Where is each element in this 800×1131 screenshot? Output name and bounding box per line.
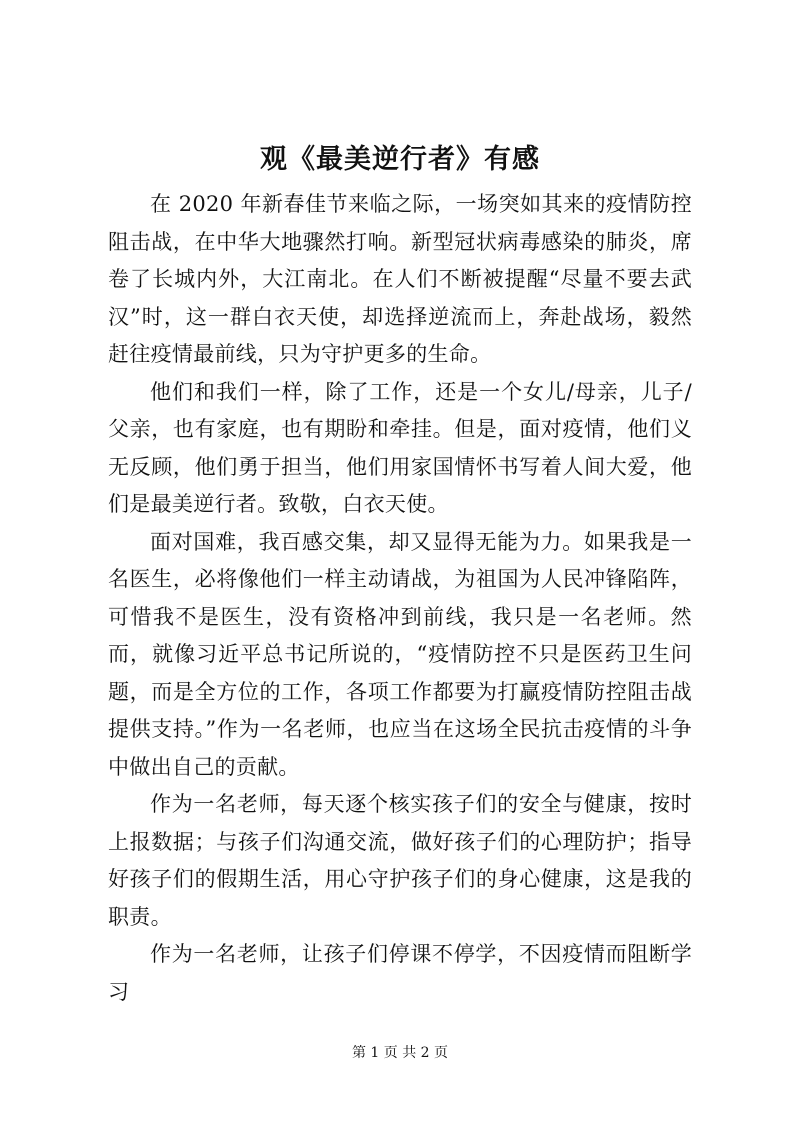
paragraph: 面对国难，我百感交集，却又显得无能为力。如果我是一名医生，必将像他们一样主动请战，为祖国为人民冲锋陷阵，可惜我不是医生，没有资格冲到前线，我只是一名老师。然而，就像习近平总书记所说的，“疫情防控不只是医药卫生问题，而是全方位的工作，各项工作都要为打赢疫情防控阻击战提供支持。”作为一名老师，也应当在这场全民抗击疫情的斗争中做出自己的贡献。 <box>108 529 692 779</box>
document-body <box>108 186 692 1011</box>
paragraph: 他们和我们一样，除了工作，还是一个女儿/母亲，儿子/父亲，也有家庭，也有期盼和牵挂。但是，面对疫情，他们义无反顾，他们勇于担当，他们用家国情怀书写着人间大爱，他们是最美逆行者。致敬，白衣天使。 <box>108 379 692 516</box>
document-title: 观《最美逆行者》有感 <box>260 144 540 175</box>
paragraph: 在 2020 年新春佳节来临之际，一场突如其来的疫情防控阻击战，在中华大地骤然打响。新型冠状病毒感染的肺炎，席卷了长城内外，大江南北。在人们不断被提醒“尽量不要去武汉”时，这一群白衣天使，却选择逆流而上，奔赴战场，毅然赶往疫情最前线，只为守护更多的生命。 <box>108 192 692 366</box>
paragraph: 作为一名老师，每天逐个核实孩子们的安全与健康，按时上报数据；与孩子们沟通交流，做好孩子们的心理防护；指导好孩子们的假期生活，用心守护孩子们的身心健康，这是我的职责。 <box>108 792 692 929</box>
paragraph: 作为一名老师，让孩子们停课不停学，不因疫情而阻断学习 <box>108 942 692 1004</box>
page-number-footer: 第 1 页 共 2 页 <box>351 1045 449 1061</box>
